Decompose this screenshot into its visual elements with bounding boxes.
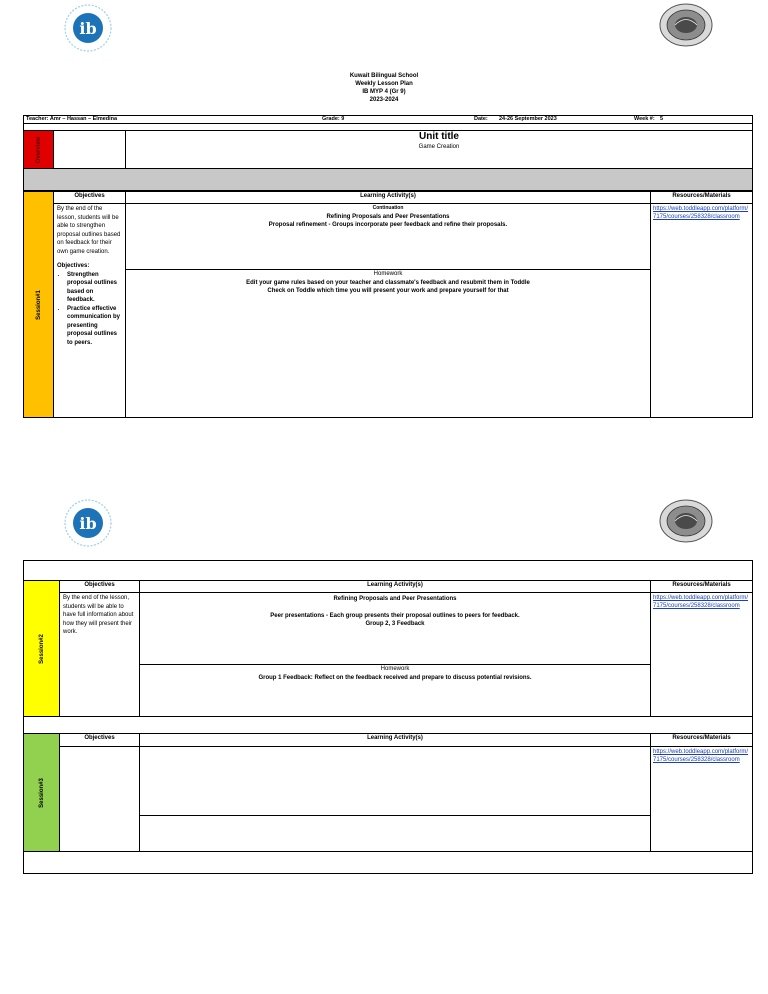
activity-header: Learning Activity(s) xyxy=(140,581,651,593)
empty-top-row xyxy=(23,560,753,581)
grey-divider-band xyxy=(23,168,753,191)
session2-resource-link[interactable]: https://web.toddleapp.com/platform/7175/courses/258328/classroom xyxy=(653,595,749,609)
svg-text:ib: ib xyxy=(79,19,97,38)
week-value: 5 xyxy=(660,116,664,122)
homework-label: Homework xyxy=(373,271,403,277)
objectives-header: Objectives xyxy=(60,581,140,593)
document-header xyxy=(334,72,434,104)
session2-table xyxy=(23,580,753,717)
session2-objectives xyxy=(60,593,140,717)
session1-objective-bullet: • Practice effective communication by presenting proposal outlines to peers. xyxy=(67,305,122,348)
objectives-header: Objectives xyxy=(60,734,140,747)
session2-activity-title: Refining Proposals and Peer Presentations xyxy=(333,596,457,602)
session3-resources xyxy=(651,747,753,852)
resources-header: Resources/Materials xyxy=(651,734,753,747)
session1-activity-title: Refining Proposals and Peer Presentations xyxy=(326,213,450,220)
school-seal-logo xyxy=(658,2,714,48)
session1-objective-intro: By the end of the lesson, students will be able to strengthen proposal outlines based on feedback for their own game creation. xyxy=(57,206,121,255)
teacher-names: Teacher: Amr – Hassan – Elmedina xyxy=(26,116,118,122)
homework-label: Homework xyxy=(380,666,410,672)
ib-logo xyxy=(60,3,116,53)
session1-side-label: Session#1 xyxy=(24,192,54,418)
session1-objectives-heading: Objectives: xyxy=(57,263,90,269)
session3-table xyxy=(23,733,753,852)
session1-resource-link[interactable]: https://web.toddleapp.com/platform/7175/courses/258328/classroom xyxy=(653,206,749,220)
activity-header: Learning Activity(s) xyxy=(140,734,651,747)
week-label: Week #: xyxy=(634,116,655,122)
date-value: 24-26 September 2023 xyxy=(499,116,557,122)
session1-homework-line1: Edit your game rules based on your teacher and classmate's feedback and resubmit them in Toddle xyxy=(246,279,530,286)
objectives-header: Objectives xyxy=(54,192,126,204)
date-label: Date: xyxy=(474,116,488,122)
school-seal-logo xyxy=(658,498,714,544)
session1-resources xyxy=(651,204,753,418)
session1-homework xyxy=(126,270,651,418)
session2-resources xyxy=(651,593,753,717)
session2-activity-text: Peer presentations - Each group presents their proposal outlines to peers for feedback. xyxy=(270,612,520,619)
session2-homework xyxy=(140,665,651,717)
resources-header: Resources/Materials xyxy=(651,192,753,204)
overview-table xyxy=(23,130,753,169)
unit-name: Game Creation xyxy=(418,144,460,150)
activity-header: Learning Activity(s) xyxy=(126,192,651,204)
plan-title: Weekly Lesson Plan xyxy=(355,81,413,87)
session3-side-label: Session#3 xyxy=(24,734,60,852)
session2-objective-text: By the end of the lesson, students will be able to have full information about how they will present their work. xyxy=(63,595,134,635)
grade-label: Grade: 9 xyxy=(322,116,345,122)
resources-header: Resources/Materials xyxy=(651,581,753,593)
program-name: IB MYP 4 (Gr 9) xyxy=(362,89,406,95)
info-bar xyxy=(23,115,753,124)
ib-logo xyxy=(60,498,116,548)
continuation-label: Continuation xyxy=(372,205,404,211)
session1-objective-bullet: • Strengthen proposal outlines based on feedback. xyxy=(67,271,122,305)
session1-activity-text: Proposal refinement - Groups incorporate peer feedback and refine their proposals. xyxy=(268,222,508,228)
academic-year: 2023-2024 xyxy=(369,97,399,103)
empty-middle-row xyxy=(23,715,753,734)
session1-activity xyxy=(126,204,651,270)
session1-homework-line2: Check on Toddle which time you will present your work and prepare yourself for that xyxy=(267,288,509,294)
session3-resource-link[interactable]: https://web.toddleapp.com/platform/7175/courses/258328/classroom xyxy=(653,749,749,763)
overview-side-label: Overview xyxy=(24,131,54,169)
svg-text:ib: ib xyxy=(79,514,97,533)
session1-objectives xyxy=(54,204,126,418)
session2-activity-groups: Group 2, 3 Feedback xyxy=(365,621,425,627)
session1-table xyxy=(23,191,753,418)
session2-side-label: Session#2 xyxy=(24,581,60,717)
unit-title-heading: Unit title xyxy=(419,131,459,142)
session2-homework-text: Group 1 Feedback: Reflect on the feedback received and prepare to discuss potential revisions. xyxy=(258,674,532,681)
session3-activity xyxy=(140,747,651,816)
session3-homework xyxy=(140,816,651,852)
empty-bottom-row xyxy=(23,852,753,874)
session2-activity xyxy=(140,593,651,665)
school-name: Kuwait Bilingual School xyxy=(349,73,419,79)
session3-objectives xyxy=(60,747,140,852)
